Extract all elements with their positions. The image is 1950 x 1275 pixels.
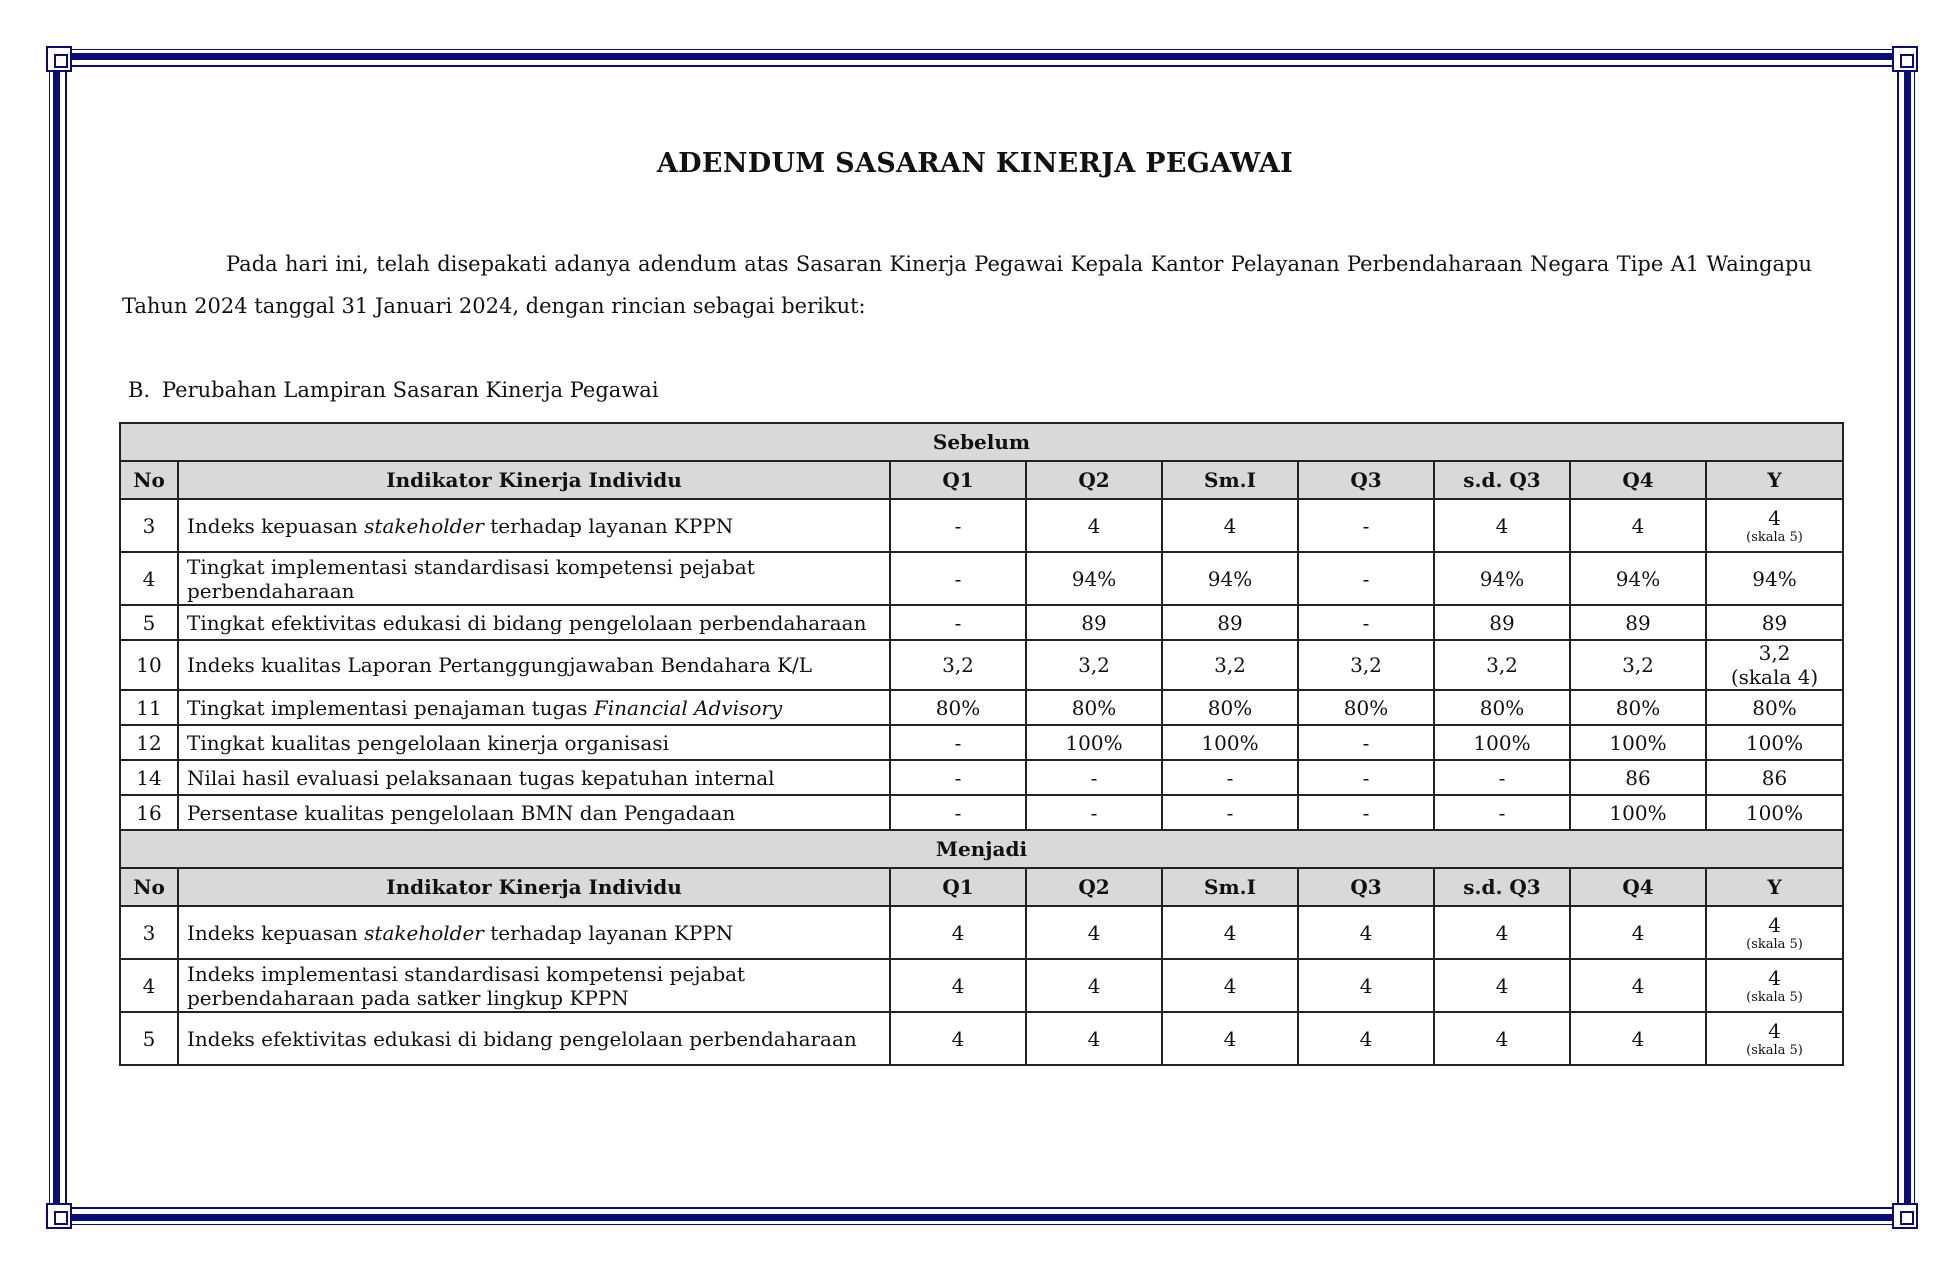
section-band-row [120, 423, 1843, 461]
table-row [120, 690, 1843, 725]
section-band-sebelum: Sebelum [120, 423, 1843, 461]
table-row [120, 906, 1843, 959]
value-cell-sm1: - [1162, 760, 1298, 795]
value-cell-y [1706, 959, 1843, 1012]
value-cell-sdq3: 4 [1434, 499, 1570, 552]
value-cell-q2: 3,2 [1026, 640, 1162, 690]
column-header: Sm.I [1162, 868, 1298, 906]
value-cell-q4: 100% [1570, 725, 1706, 760]
y-scale-note: (skala 5) [1746, 529, 1803, 545]
y-value: 86 [1761, 765, 1788, 790]
indicator-cell: Tingkat kualitas pengelolaan kinerja organisasi [178, 725, 890, 760]
row-number: 10 [120, 640, 178, 690]
table-row [120, 552, 1843, 605]
indicator-cell: Indeks efektivitas edukasi di bidang pengelolaan perbendaharaan [178, 1012, 890, 1065]
table-row [120, 1012, 1843, 1065]
value-cell-y [1706, 795, 1843, 830]
corner-ornament [46, 1203, 72, 1229]
row-number: 3 [120, 499, 178, 552]
value-cell-y [1706, 906, 1843, 959]
value-cell-q1: 3,2 [890, 640, 1026, 690]
column-header: Q2 [1026, 868, 1162, 906]
value-cell-q4: 86 [1570, 760, 1706, 795]
value-cell-q3: - [1298, 760, 1434, 795]
table-row [120, 760, 1843, 795]
sasaran-kinerja-table [119, 422, 1844, 1066]
value-cell-y [1706, 640, 1843, 690]
value-cell-q2: 4 [1026, 499, 1162, 552]
row-number: 4 [120, 959, 178, 1012]
value-cell-q3: 4 [1298, 1012, 1434, 1065]
value-cell-q4: 80% [1570, 690, 1706, 725]
value-cell-q2: 4 [1026, 1012, 1162, 1065]
column-header: Y [1706, 868, 1843, 906]
value-cell-q1: 80% [890, 690, 1026, 725]
column-header: Y [1706, 461, 1843, 499]
indicator-emphasis: stakeholder [364, 920, 484, 945]
value-cell-q1: - [890, 725, 1026, 760]
value-cell-q2: 4 [1026, 906, 1162, 959]
section-title: Perubahan Lampiran Sasaran Kinerja Pegawai [162, 378, 659, 402]
y-scale-note: (skala 5) [1746, 936, 1803, 952]
value-cell-sm1: 100% [1162, 725, 1298, 760]
table-row [120, 499, 1843, 552]
value-cell-sm1: - [1162, 795, 1298, 830]
corner-ornament [1892, 1203, 1918, 1229]
column-header: Q3 [1298, 461, 1434, 499]
row-number: 16 [120, 795, 178, 830]
value-cell-sm1: 3,2 [1162, 640, 1298, 690]
y-value: 4 [1768, 965, 1781, 990]
column-header: Q3 [1298, 868, 1434, 906]
table-row [120, 725, 1843, 760]
value-cell-q2: 89 [1026, 605, 1162, 640]
column-header: No [120, 461, 178, 499]
corner-ornament [46, 46, 72, 72]
y-scale-note: (skala 5) [1746, 1042, 1803, 1058]
y-value: 100% [1745, 800, 1804, 825]
column-header: Q1 [890, 461, 1026, 499]
indicator-cell: Indeks implementasi standardisasi kompetensi pejabat perbendaharaan pada satker lingkup KPPN [178, 959, 890, 1012]
table-row [120, 959, 1843, 1012]
value-cell-sm1: 80% [1162, 690, 1298, 725]
y-value: 94% [1752, 566, 1797, 591]
table-row [120, 605, 1843, 640]
table-row [120, 795, 1843, 830]
value-cell-sm1: 4 [1162, 499, 1298, 552]
value-cell-y [1706, 499, 1843, 552]
indicator-cell: Tingkat implementasi penajaman tugas Financial Advisory [178, 690, 890, 725]
value-cell-q2: - [1026, 760, 1162, 795]
value-cell-sdq3: 4 [1434, 906, 1570, 959]
row-number: 14 [120, 760, 178, 795]
value-cell-q1: - [890, 760, 1026, 795]
y-value: 4 [1768, 1018, 1781, 1043]
section-band-menjadi: Menjadi [120, 830, 1843, 868]
section-heading [128, 378, 659, 402]
row-number: 3 [120, 906, 178, 959]
table-row [120, 640, 1843, 690]
column-header: s.d. Q3 [1434, 868, 1570, 906]
value-cell-q2: 100% [1026, 725, 1162, 760]
value-cell-q4: 100% [1570, 795, 1706, 830]
value-cell-sdq3: 100% [1434, 725, 1570, 760]
value-cell-q1: 4 [890, 906, 1026, 959]
value-cell-y [1706, 605, 1843, 640]
row-number: 5 [120, 605, 178, 640]
column-header: Q4 [1570, 868, 1706, 906]
value-cell-q3: - [1298, 795, 1434, 830]
value-cell-sdq3: 4 [1434, 959, 1570, 1012]
y-value: 89 [1761, 610, 1788, 635]
value-cell-y [1706, 1012, 1843, 1065]
y-value: 3,2 [1758, 641, 1791, 665]
value-cell-sdq3: - [1434, 760, 1570, 795]
value-cell-sdq3: - [1434, 795, 1570, 830]
y-scale-note: (skala 5) [1746, 989, 1803, 1005]
y-scale-note: (skala 4) [1730, 665, 1819, 689]
value-cell-q4: 94% [1570, 552, 1706, 605]
header-row [120, 461, 1843, 499]
value-cell-q3: 4 [1298, 959, 1434, 1012]
indicator-cell: Tingkat efektivitas edukasi di bidang pengelolaan perbendaharaan [178, 605, 890, 640]
value-cell-q4: 4 [1570, 1012, 1706, 1065]
value-cell-q1: - [890, 795, 1026, 830]
value-cell-q3: - [1298, 605, 1434, 640]
column-header: Indikator Kinerja Individu [178, 461, 890, 499]
column-header: Q1 [890, 868, 1026, 906]
value-cell-q3: - [1298, 725, 1434, 760]
y-value: 4 [1768, 505, 1781, 530]
section-band-row [120, 830, 1843, 868]
row-number: 11 [120, 690, 178, 725]
value-cell-y [1706, 725, 1843, 760]
column-header: Q2 [1026, 461, 1162, 499]
value-cell-sm1: 94% [1162, 552, 1298, 605]
value-cell-q4: 3,2 [1570, 640, 1706, 690]
value-cell-q2: 4 [1026, 959, 1162, 1012]
column-header: s.d. Q3 [1434, 461, 1570, 499]
value-cell-q1: - [890, 552, 1026, 605]
value-cell-sdq3: 89 [1434, 605, 1570, 640]
value-cell-y [1706, 760, 1843, 795]
value-cell-q4: 4 [1570, 959, 1706, 1012]
section-letter: B. [128, 378, 151, 402]
value-cell-q3: 3,2 [1298, 640, 1434, 690]
y-value: 100% [1745, 730, 1804, 755]
indicator-emphasis: Financial Advisory [593, 695, 783, 720]
value-cell-sdq3: 80% [1434, 690, 1570, 725]
intro-paragraph [122, 243, 1812, 327]
value-cell-q2: - [1026, 795, 1162, 830]
value-cell-sdq3: 4 [1434, 1012, 1570, 1065]
indicator-cell: Indeks kualitas Laporan Pertanggungjawaban Bendahara K/L [178, 640, 890, 690]
row-number: 12 [120, 725, 178, 760]
value-cell-q3: 4 [1298, 906, 1434, 959]
document-title: ADENDUM SASARAN KINERJA PEGAWAI [656, 148, 1294, 179]
value-cell-q3: - [1298, 499, 1434, 552]
column-header: No [120, 868, 178, 906]
intro-text: Pada hari ini, telah disepakati adanya adendum atas Sasaran Kinerja Pegawai Kepala Kantor Pelayanan Perbendaharaan Negara Tipe A1 Waingapu Tahun 2024 tanggal 31 Januari 2024, dengan rincian sebagai berikut: [122, 252, 1812, 318]
row-number: 4 [120, 552, 178, 605]
value-cell-sm1: 89 [1162, 605, 1298, 640]
value-cell-sdq3: 3,2 [1434, 640, 1570, 690]
corner-ornament [1892, 46, 1918, 72]
value-cell-q1: 4 [890, 959, 1026, 1012]
y-value: 4 [1768, 912, 1781, 937]
value-cell-q1: - [890, 605, 1026, 640]
indicator-cell: Indeks kepuasan stakeholder terhadap layanan KPPN [178, 499, 890, 552]
value-cell-sm1: 4 [1162, 1012, 1298, 1065]
value-cell-q4: 4 [1570, 906, 1706, 959]
indicator-cell: Persentase kualitas pengelolaan BMN dan Pengadaan [178, 795, 890, 830]
value-cell-q3: - [1298, 552, 1434, 605]
indicator-cell: Nilai hasil evaluasi pelaksanaan tugas kepatuhan internal [178, 760, 890, 795]
value-cell-q2: 80% [1026, 690, 1162, 725]
column-header: Indikator Kinerja Individu [178, 868, 890, 906]
column-header: Q4 [1570, 461, 1706, 499]
indicator-cell: Indeks kepuasan stakeholder terhadap layanan KPPN [178, 906, 890, 959]
header-row [120, 868, 1843, 906]
value-cell-q2: 94% [1026, 552, 1162, 605]
value-cell-sm1: 4 [1162, 959, 1298, 1012]
value-cell-q1: - [890, 499, 1026, 552]
value-cell-sdq3: 94% [1434, 552, 1570, 605]
y-value: 80% [1752, 695, 1797, 720]
indicator-emphasis: stakeholder [364, 513, 484, 538]
value-cell-q1: 4 [890, 1012, 1026, 1065]
value-cell-y [1706, 552, 1843, 605]
row-number: 5 [120, 1012, 178, 1065]
value-cell-q4: 89 [1570, 605, 1706, 640]
indicator-cell: Tingkat implementasi standardisasi kompetensi pejabat perbendaharaan [178, 552, 890, 605]
value-cell-y [1706, 690, 1843, 725]
value-cell-q4: 4 [1570, 499, 1706, 552]
value-cell-q3: 80% [1298, 690, 1434, 725]
value-cell-sm1: 4 [1162, 906, 1298, 959]
column-header: Sm.I [1162, 461, 1298, 499]
